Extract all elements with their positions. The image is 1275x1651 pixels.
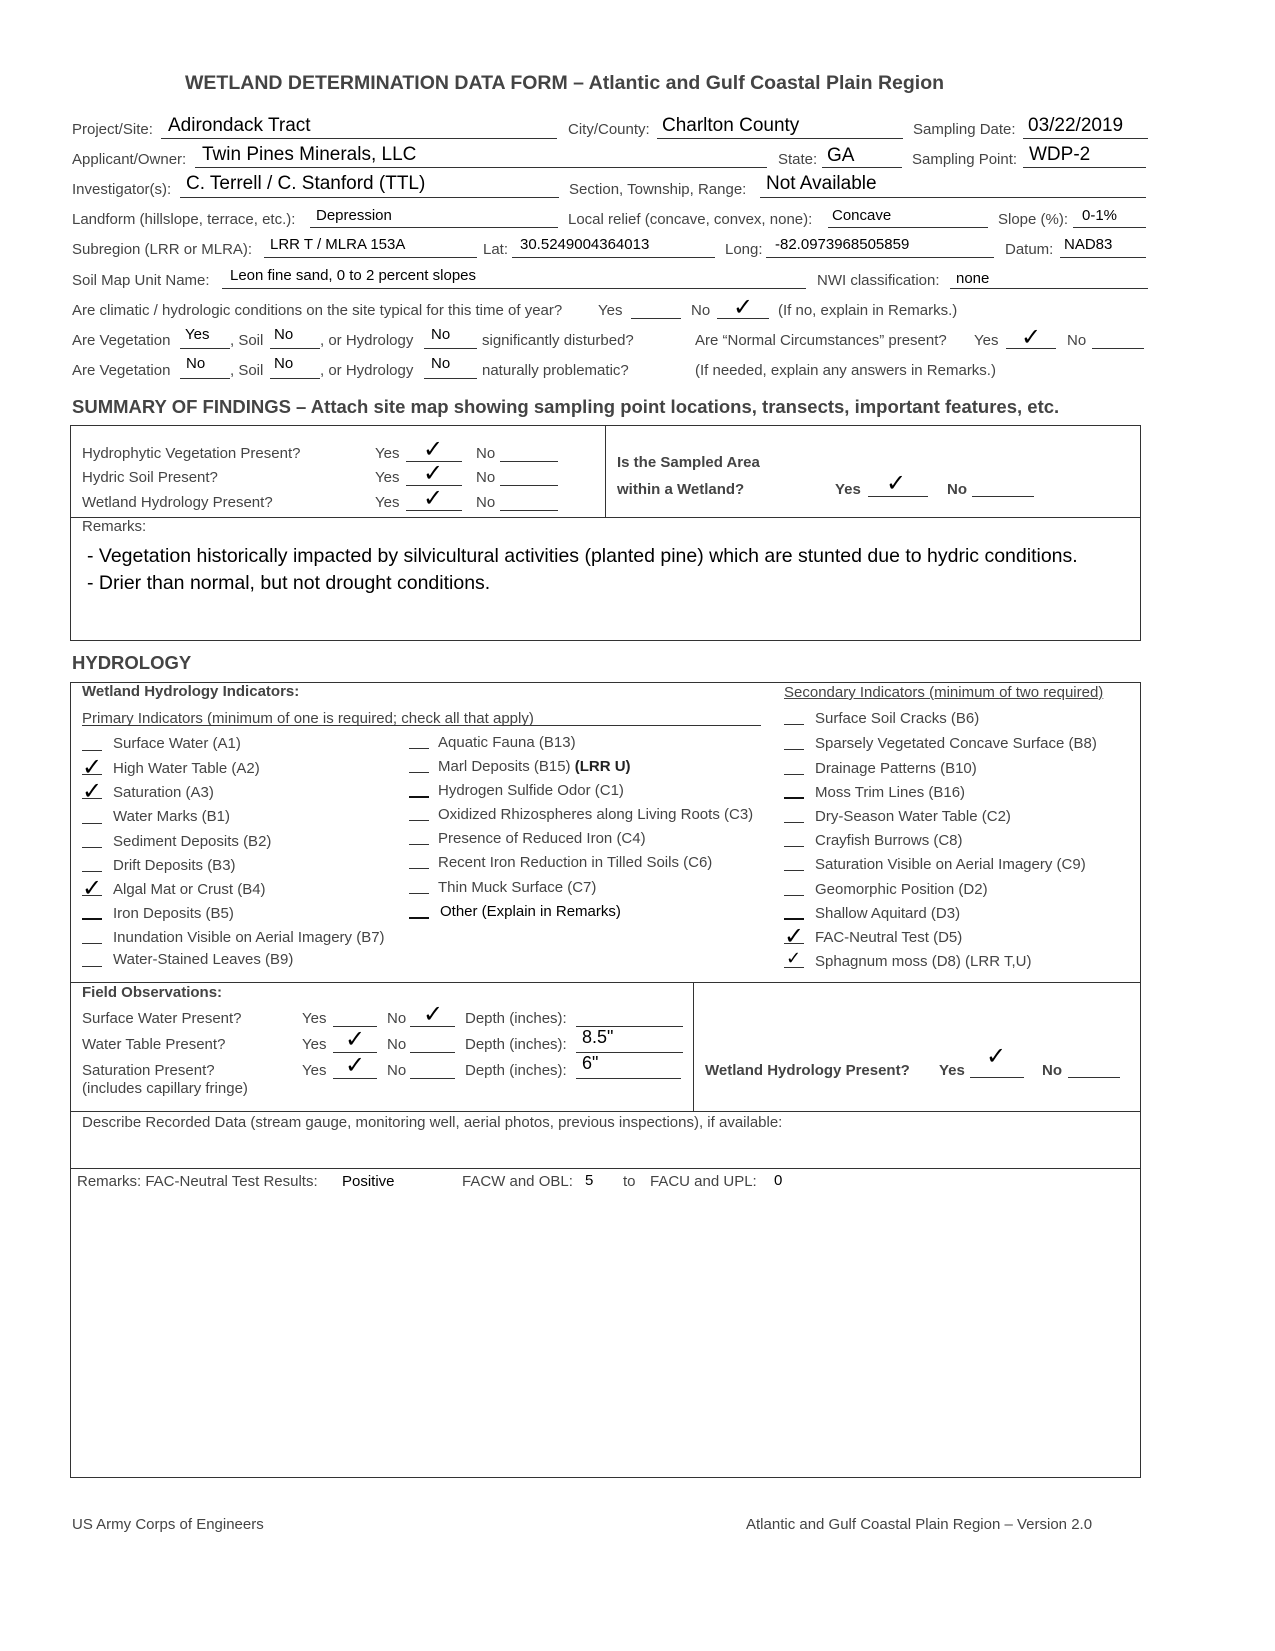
slope-line: [1073, 227, 1146, 228]
subregion-value[interactable]: LRR T / MLRA 153A: [270, 236, 406, 253]
check-marl-deposits[interactable]: [409, 772, 429, 773]
ind-sediment-deposits: Sediment Deposits (B2): [113, 833, 272, 850]
str-value[interactable]: Not Available: [766, 173, 877, 194]
summary-remark-1: - Vegetation historically impacted by silvicultural activities (planted pine) which are stunted due to hydric conditions.: [87, 545, 1078, 567]
ind-oxidized-rhizospheres: Oxidized Rhizospheres along Living Roots (C3): [438, 806, 754, 823]
veg-no-label: No: [476, 445, 496, 462]
dist-soil-value[interactable]: No: [274, 326, 294, 343]
hydrology-remarks-label: Remarks: FAC-Neutral Test Results:: [77, 1173, 318, 1190]
facw-label: FACW and OBL:: [462, 1173, 573, 1190]
hydrology-heading: HYDROLOGY: [72, 652, 192, 673]
prob-hydro-line: [424, 378, 477, 379]
marl-lrr: (LRR U): [574, 758, 631, 775]
water-table-question: Water Table Present?: [82, 1036, 226, 1053]
ind-drainage-patterns: Drainage Patterns (B10): [815, 760, 977, 777]
normal-no-label: No: [1067, 332, 1087, 349]
lat-label: Lat:: [483, 241, 509, 258]
slope-label: Slope (%):: [998, 211, 1069, 228]
state-value[interactable]: GA: [827, 145, 855, 166]
veg-yes-check-icon: ✓: [423, 435, 444, 463]
marl-text: Marl Deposits (B15): [438, 758, 571, 775]
ind-reduced-iron: Presence of Reduced Iron (C4): [438, 830, 646, 847]
algal-mat-check-icon: ✓: [82, 874, 103, 902]
sampled-no-label: No: [947, 481, 967, 498]
table-no-line[interactable]: [410, 1052, 455, 1053]
table-no-label: No: [387, 1036, 407, 1053]
ind-saturation-aerial: Saturation Visible on Aerial Imagery (C9): [815, 856, 1086, 873]
check-iron-deposits[interactable]: [82, 918, 102, 920]
surface-yes-label: Yes: [302, 1010, 327, 1027]
ind-sparsely-vegetated: Sparsely Vegetated Concave Surface (B8): [815, 735, 1097, 752]
surface-no-label: No: [387, 1010, 407, 1027]
datum-value[interactable]: NAD83: [1064, 236, 1113, 253]
investigator-value[interactable]: C. Terrell / C. Stanford (TTL): [186, 173, 426, 194]
wh-yes-check-icon: ✓: [986, 1042, 1007, 1070]
soil-yes-label: Yes: [375, 469, 400, 486]
hydro-no-line[interactable]: [500, 510, 558, 511]
check-recent-iron-reduction[interactable]: [409, 868, 429, 869]
check-oxidized-rhizospheres[interactable]: [409, 820, 429, 821]
ind-surface-water: Surface Water (A1): [113, 735, 241, 752]
sampled-no-line[interactable]: [972, 496, 1034, 497]
table-yes-label: Yes: [302, 1036, 327, 1053]
check-water-marks[interactable]: [82, 823, 102, 824]
check-surface-water[interactable]: [82, 750, 102, 751]
table-yes-check-icon: ✓: [345, 1025, 366, 1053]
lat-value[interactable]: 30.5249004364013: [520, 236, 650, 253]
check-reduced-iron[interactable]: [409, 844, 429, 845]
wh-yes-label: Yes: [939, 1062, 965, 1079]
prob-suffix: naturally problematic?: [482, 362, 629, 379]
climatic-no-check-icon: ✓: [733, 293, 754, 321]
ind-water-stained-leaves: Water-Stained Leaves (B9): [113, 951, 294, 968]
sat-depth-value[interactable]: 6": [582, 1053, 599, 1073]
point-value[interactable]: WDP-2: [1029, 144, 1091, 165]
prob-soil-line: [270, 378, 320, 379]
applicant-value[interactable]: Twin Pines Minerals, LLC: [202, 144, 417, 165]
normal-no-line[interactable]: [1092, 348, 1144, 349]
ind-fac-neutral: FAC-Neutral Test (D5): [815, 929, 963, 946]
primary-underline: [82, 725, 761, 726]
lat-line: [512, 257, 715, 258]
ind-aquatic-fauna: Aquatic Fauna (B13): [438, 734, 576, 751]
wh-no-label: No: [1042, 1062, 1062, 1079]
prob-soil-value[interactable]: No: [274, 355, 294, 372]
ind-sphagnum: Sphagnum moss (D8) (LRR T,U): [815, 953, 1032, 970]
veg-yes-label: Yes: [375, 445, 400, 462]
subregion-label: Subregion (LRR or MLRA):: [72, 241, 253, 258]
facu-label: FACU and UPL:: [650, 1173, 757, 1190]
relief-line: [828, 227, 988, 228]
ind-geomorphic: Geomorphic Position (D2): [815, 881, 988, 898]
summary-remarks-label: Remarks:: [82, 518, 147, 535]
climatic-question: Are climatic / hydrologic conditions on the site typical for this time of year?: [72, 302, 563, 319]
check-saturation-aerial[interactable]: [784, 870, 804, 871]
sampled-area-label-1: Is the Sampled Area: [617, 454, 760, 471]
normal-yes-label: Yes: [974, 332, 999, 349]
ind-saturation: Saturation (A3): [113, 784, 214, 801]
hydrology-divider-3: [70, 1168, 1141, 1169]
prob-veg-line: [180, 378, 230, 379]
sat-depth-label: Depth (inches):: [465, 1062, 567, 1079]
city-value[interactable]: Charlton County: [662, 115, 800, 136]
ind-high-water-table: High Water Table (A2): [113, 760, 260, 777]
landform-label: Landform (hillslope, terrace, etc.):: [72, 211, 296, 228]
summary-heading: SUMMARY OF FINDINGS – Attach site map showing sampling point locations, transects, important features, etc.: [72, 396, 1060, 417]
dist-soil-label: , Soil: [230, 332, 264, 349]
prob-soil-label: , Soil: [230, 362, 264, 379]
project-line: [161, 138, 557, 139]
datum-label: Datum:: [1005, 241, 1054, 258]
str-label: Section, Township, Range:: [569, 181, 747, 198]
surface-water-question: Surface Water Present?: [82, 1010, 242, 1027]
sphagnum-check-icon: ✓: [786, 948, 802, 969]
nwi-value[interactable]: none: [956, 270, 990, 287]
ind-crayfish: Crayfish Burrows (C8): [815, 832, 963, 849]
dist-hydro-label: , or Hydrology: [320, 332, 414, 349]
date-value[interactable]: 03/22/2019: [1028, 115, 1124, 136]
ind-hydrogen-sulfide: Hydrogen Sulfide Odor (C1): [438, 782, 624, 799]
field-vdivider: [693, 982, 694, 1111]
form-title: WETLAND DETERMINATION DATA FORM – Atlantic and Gulf Coastal Plain Region: [185, 72, 945, 94]
sat-yes-check-icon: ✓: [345, 1051, 366, 1079]
recorded-data-label: Describe Recorded Data (stream gauge, monitoring well, aerial photos, previous inspections), if available:: [82, 1114, 783, 1131]
state-label: State:: [778, 151, 818, 168]
nwi-label: NWI classification:: [817, 272, 940, 289]
climatic-note: (If no, explain in Remarks.): [778, 302, 958, 319]
check-drainage-patterns[interactable]: [784, 774, 804, 775]
soil-value[interactable]: Leon fine sand, 0 to 2 percent slopes: [230, 267, 477, 284]
soil-no-line[interactable]: [500, 485, 558, 486]
datum-line: [1060, 257, 1146, 258]
normal-question: Are “Normal Circumstances” present?: [695, 332, 947, 349]
point-line: [1023, 167, 1146, 168]
wetland-hydrology-label: Wetland Hydrology Present?: [82, 494, 273, 511]
check-sparsely-vegetated[interactable]: [784, 749, 804, 750]
state-line: [822, 167, 902, 168]
fac-result-value[interactable]: Positive: [342, 1173, 395, 1190]
hydrophytic-veg-label: Hydrophytic Vegetation Present?: [82, 445, 301, 462]
applicant-label: Applicant/Owner:: [72, 151, 187, 168]
relief-label: Local relief (concave, convex, none):: [568, 211, 813, 228]
ind-dry-season: Dry-Season Water Table (C2): [815, 808, 1011, 825]
hydrology-divider-1: [70, 982, 1141, 983]
ind-recent-iron-reduction: Recent Iron Reduction in Tilled Soils (C6): [438, 854, 713, 871]
applicant-line: [195, 167, 767, 168]
dist-suffix: significantly disturbed?: [482, 332, 634, 349]
soil-line: [222, 288, 806, 289]
surface-no-check-icon: ✓: [423, 1000, 444, 1028]
wh-yes-line[interactable]: [970, 1077, 1024, 1078]
sampled-area-label-2: within a Wetland?: [617, 481, 745, 498]
check-other[interactable]: [409, 917, 429, 919]
dist-veg-line: [180, 348, 230, 349]
long-label: Long:: [725, 241, 763, 258]
subregion-line: [264, 257, 477, 258]
check-crayfish[interactable]: [784, 846, 804, 847]
slope-value[interactable]: 0-1%: [1082, 207, 1118, 224]
soil-yes-check-icon: ✓: [423, 459, 444, 487]
climatic-yes-label: Yes: [598, 302, 623, 319]
dist-hydro-line: [424, 348, 477, 349]
wh-no-line[interactable]: [1068, 1077, 1120, 1078]
ind-inundation: Inundation Visible on Aerial Imagery (B7): [113, 929, 385, 946]
table-depth-label: Depth (inches):: [465, 1036, 567, 1053]
ind-iron-deposits: Iron Deposits (B5): [113, 905, 234, 922]
facw-to-label: to: [623, 1173, 636, 1190]
date-label: Sampling Date:: [913, 121, 1016, 138]
date-line: [1023, 138, 1148, 139]
check-inundation[interactable]: [82, 943, 102, 944]
investigator-line: [180, 197, 559, 198]
primary-label: Primary Indicators (minimum of one is required; check all that apply): [82, 710, 534, 727]
saturation-check-icon: ✓: [82, 777, 103, 805]
high-water-table-check-icon: ✓: [82, 753, 103, 781]
climatic-yes-line[interactable]: [631, 318, 681, 319]
check-thin-muck[interactable]: [409, 893, 429, 894]
facw-value[interactable]: 5: [585, 1172, 594, 1189]
normal-yes-check-icon: ✓: [1021, 323, 1042, 351]
check-drift-deposits[interactable]: [82, 871, 102, 872]
str-line: [760, 197, 1146, 198]
summary-remark-2: - Drier than normal, but not drought conditions.: [87, 572, 491, 594]
facu-value[interactable]: 0: [774, 1172, 783, 1189]
prob-veg-value[interactable]: No: [186, 355, 206, 372]
check-dry-season[interactable]: [784, 822, 804, 823]
ind-other: Other (Explain in Remarks): [440, 903, 621, 920]
wetland-hydrology-present-label: Wetland Hydrology Present?: [705, 1062, 910, 1079]
long-value[interactable]: -82.0973968505859: [775, 236, 910, 253]
prob-veg-label: Are Vegetation: [72, 362, 171, 379]
hydric-soil-label: Hydric Soil Present?: [82, 469, 218, 486]
point-label: Sampling Point:: [912, 151, 1018, 168]
sampled-yes-check-icon: ✓: [886, 469, 907, 497]
sat-depth-line: [576, 1078, 681, 1079]
climatic-no-label: No: [691, 302, 711, 319]
relief-value[interactable]: Concave: [832, 207, 892, 224]
ind-marl-deposits: [438, 758, 631, 775]
prob-hydro-label: , or Hydrology: [320, 362, 414, 379]
table-depth-value[interactable]: 8.5": [582, 1027, 614, 1047]
indicators-label: Wetland Hydrology Indicators:: [82, 683, 300, 700]
prob-hydro-value[interactable]: No: [431, 355, 451, 372]
ind-drift-deposits: Drift Deposits (B3): [113, 857, 236, 874]
secondary-label: Secondary Indicators (minimum of two required): [784, 684, 1104, 701]
dist-soil-line: [270, 348, 320, 349]
sat-no-line[interactable]: [410, 1078, 455, 1079]
city-label: City/County:: [568, 121, 650, 138]
check-shallow-aquitard[interactable]: [784, 918, 804, 920]
investigator-label: Investigator(s):: [72, 181, 172, 198]
check-sediment-deposits[interactable]: [82, 847, 102, 848]
ind-algal-mat: Algal Mat or Crust (B4): [113, 881, 266, 898]
city-line: [657, 138, 903, 139]
ind-surface-soil-cracks: Surface Soil Cracks (B6): [815, 710, 980, 727]
check-water-stained-leaves[interactable]: [82, 966, 102, 967]
saturation-note: (includes capillary fringe): [82, 1080, 248, 1097]
dist-hydro-value[interactable]: No: [431, 326, 451, 343]
hydro-yes-label: Yes: [375, 494, 400, 511]
dist-veg-label: Are Vegetation: [72, 332, 171, 349]
surface-depth-label: Depth (inches):: [465, 1010, 567, 1027]
summary-divider: [70, 517, 1141, 518]
soil-label: Soil Map Unit Name:: [72, 272, 210, 289]
ind-thin-muck: Thin Muck Surface (C7): [438, 879, 597, 896]
landform-line: [310, 227, 558, 228]
sampled-yes-label: Yes: [835, 481, 861, 498]
ind-shallow-aquitard: Shallow Aquitard (D3): [815, 905, 961, 922]
check-aquatic-fauna[interactable]: [409, 748, 429, 749]
field-observations-label: Field Observations:: [82, 984, 223, 1001]
veg-no-line[interactable]: [500, 461, 558, 462]
sat-no-label: No: [387, 1062, 407, 1079]
saturation-question: Saturation Present?: [82, 1062, 215, 1079]
summary-vdivider: [605, 425, 606, 517]
check-geomorphic[interactable]: [784, 895, 804, 896]
sat-yes-label: Yes: [302, 1062, 327, 1079]
nwi-line: [950, 288, 1148, 289]
footer-right: Atlantic and Gulf Coastal Plain Region – Version 2.0: [746, 1516, 1093, 1533]
needed-note: (If needed, explain any answers in Remarks.): [695, 362, 996, 379]
check-surface-soil-cracks[interactable]: [784, 724, 804, 725]
hydro-yes-check-icon: ✓: [423, 484, 444, 512]
project-value[interactable]: Adirondack Tract: [168, 115, 311, 136]
fac-neutral-check-icon: ✓: [784, 922, 805, 950]
hydrology-divider-2: [70, 1111, 1141, 1112]
landform-value[interactable]: Depression: [316, 207, 392, 224]
ind-water-marks: Water Marks (B1): [113, 808, 230, 825]
footer-left: US Army Corps of Engineers: [72, 1516, 264, 1533]
soil-no-label: No: [476, 469, 496, 486]
long-line: [766, 257, 994, 258]
hydro-no-label: No: [476, 494, 496, 511]
project-label: Project/Site:: [72, 121, 153, 138]
ind-moss-trim-lines: Moss Trim Lines (B16): [815, 784, 966, 801]
dist-veg-value[interactable]: Yes: [185, 326, 210, 343]
check-moss-trim-lines[interactable]: [784, 797, 804, 799]
check-hydrogen-sulfide[interactable]: [409, 796, 429, 798]
